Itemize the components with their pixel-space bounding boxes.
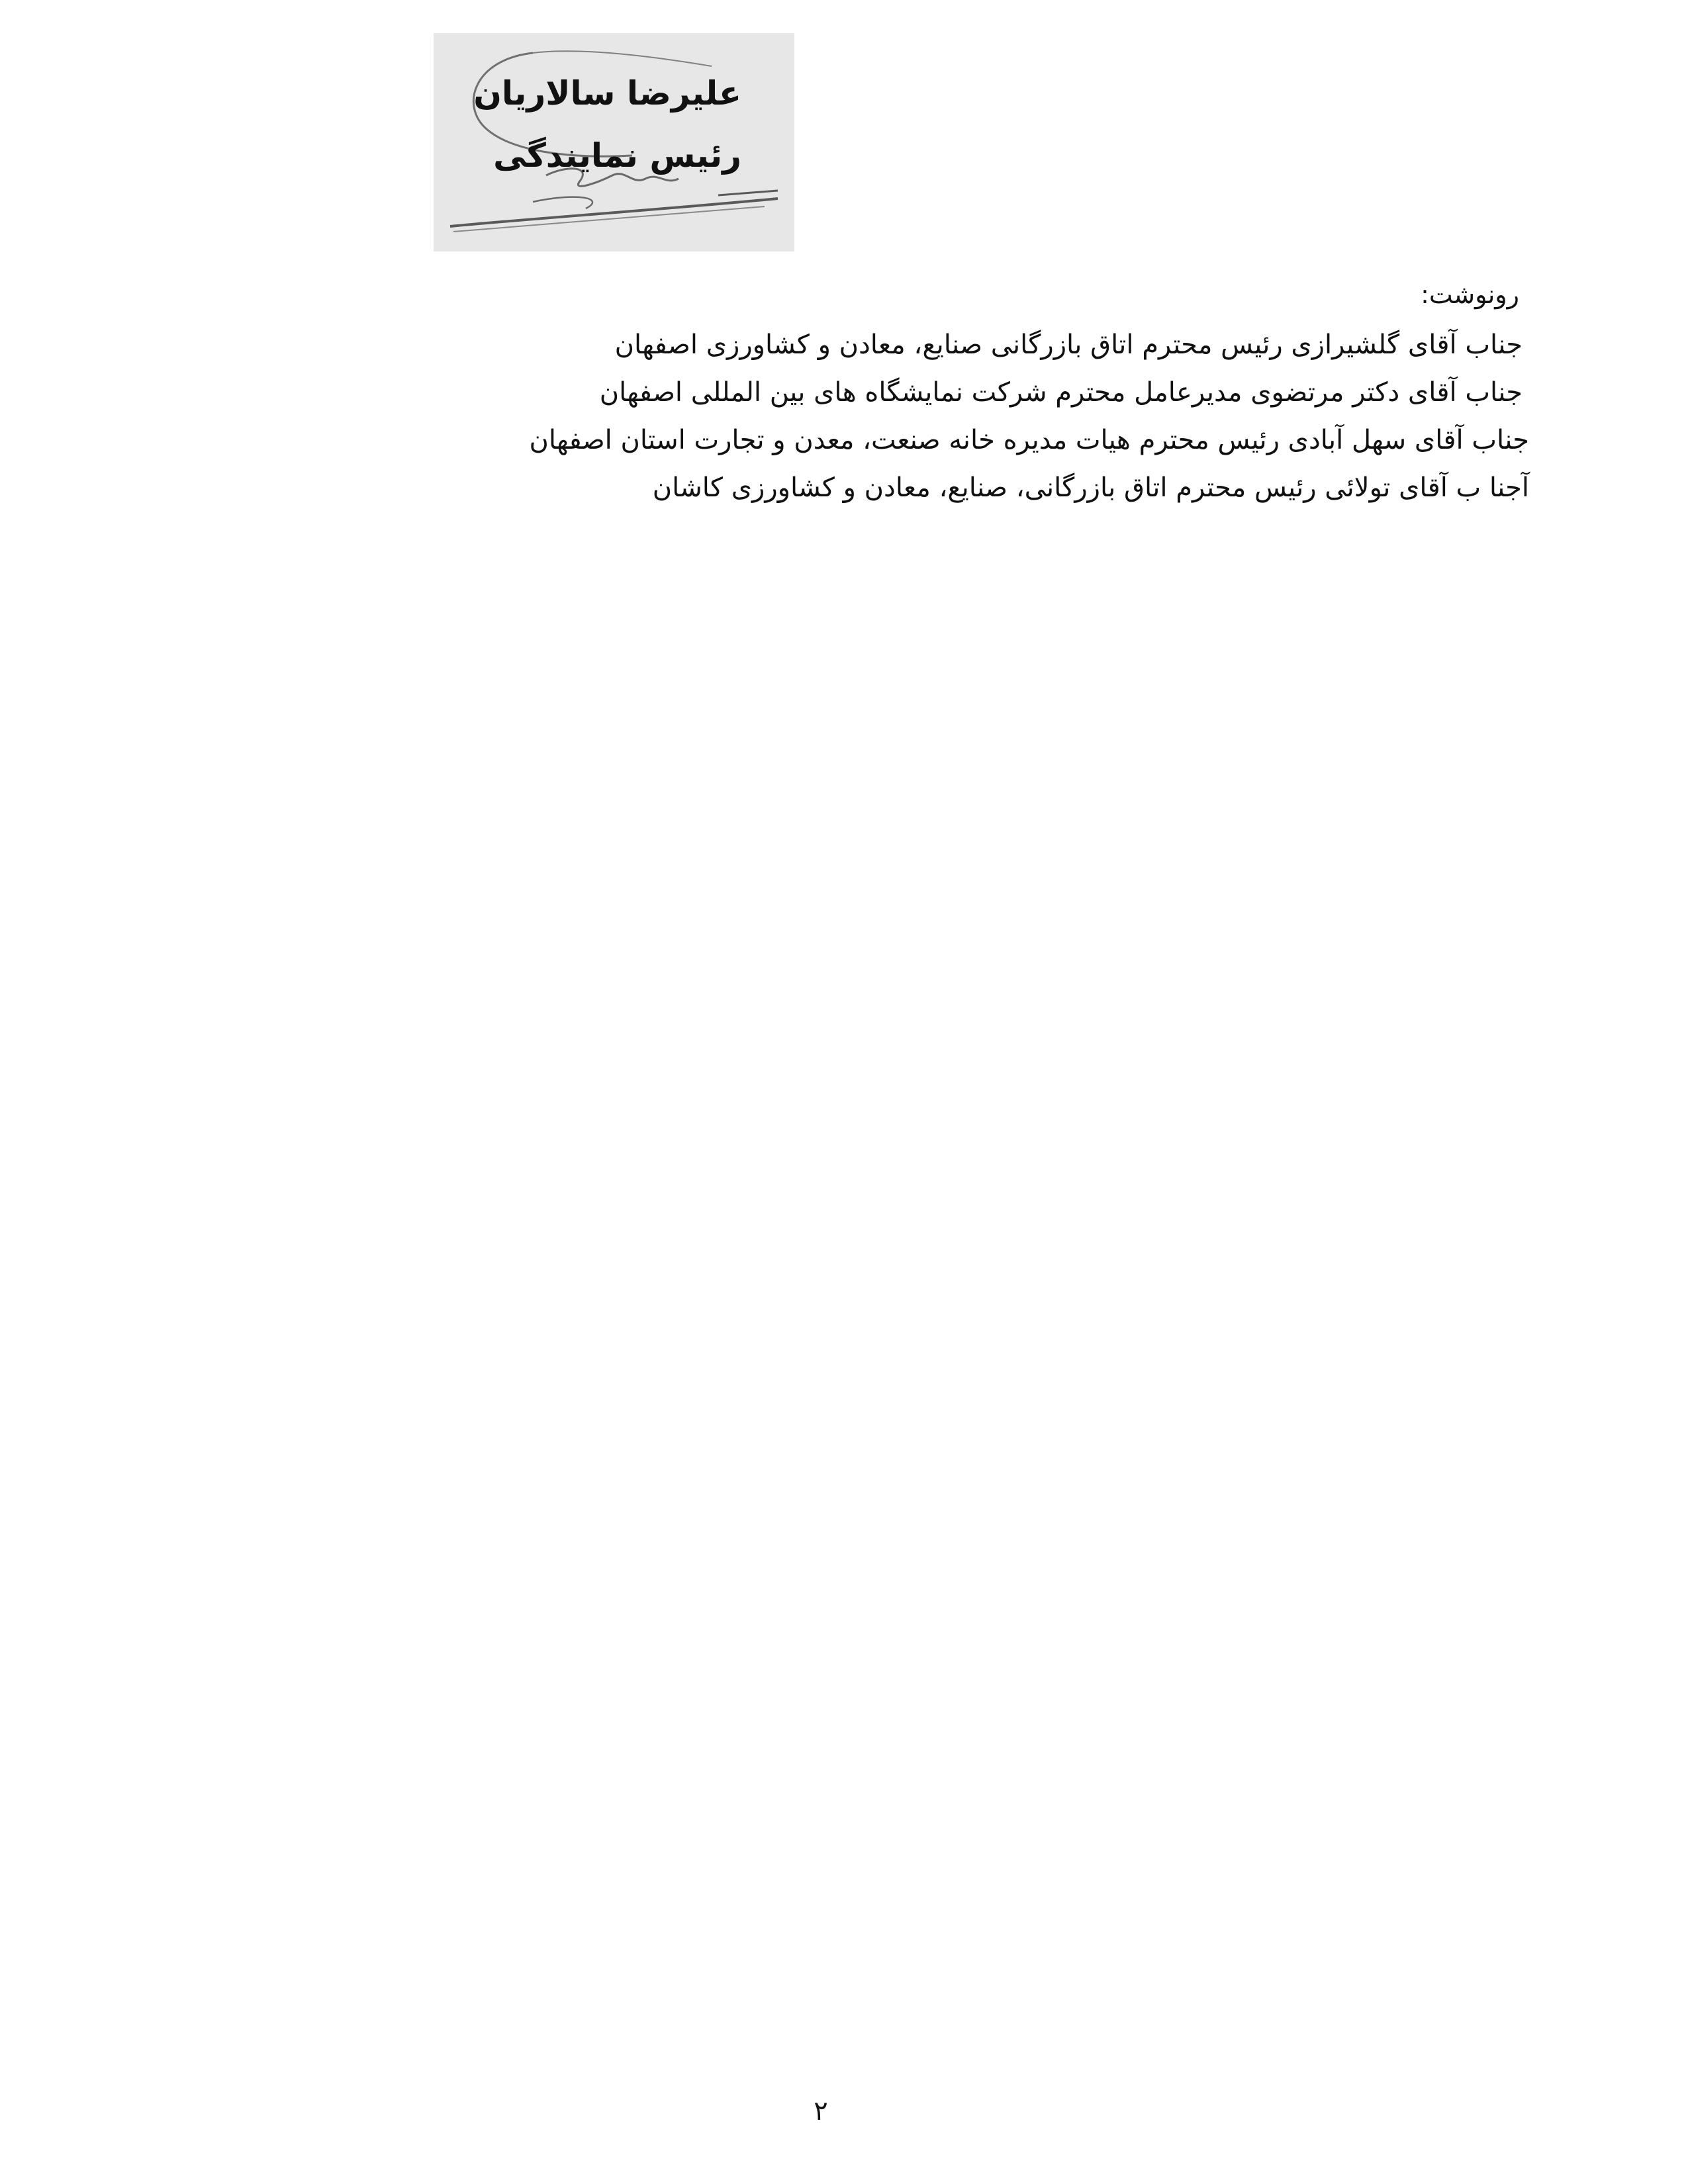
cc-recipient: جناب آقای دکتر مرتضوی مدیرعامل محترم شرکت نمایشگاه های بین المللی اصفهان: [599, 377, 1523, 408]
page-number: ۲: [814, 2096, 828, 2126]
signatory-title: رئیس نمایندگی: [493, 136, 741, 175]
cc-recipient: آجنا ب آقای تولائی رئیس محترم اتاق بازرگانی، صنایع، معادن و کشاورزی کاشان: [652, 473, 1529, 503]
cc-recipient: جناب آقای سهل آبادی رئیس محترم هیات مدیره خانه صنعت، معدن و تجارت استان اصفهان: [529, 425, 1529, 455]
cc-recipient-list: [529, 321, 1529, 512]
signatory-name: علیرضا سالاریان: [473, 74, 741, 113]
cc-heading: رونوشت:: [1421, 280, 1519, 309]
cc-section: [529, 275, 1529, 512]
signature-stamp: [434, 33, 794, 251]
cc-recipient: جناب آقای گلشیرازی رئیس محترم اتاق بازرگانی صنایع، معادن و کشاورزی اصفهان: [614, 330, 1523, 360]
